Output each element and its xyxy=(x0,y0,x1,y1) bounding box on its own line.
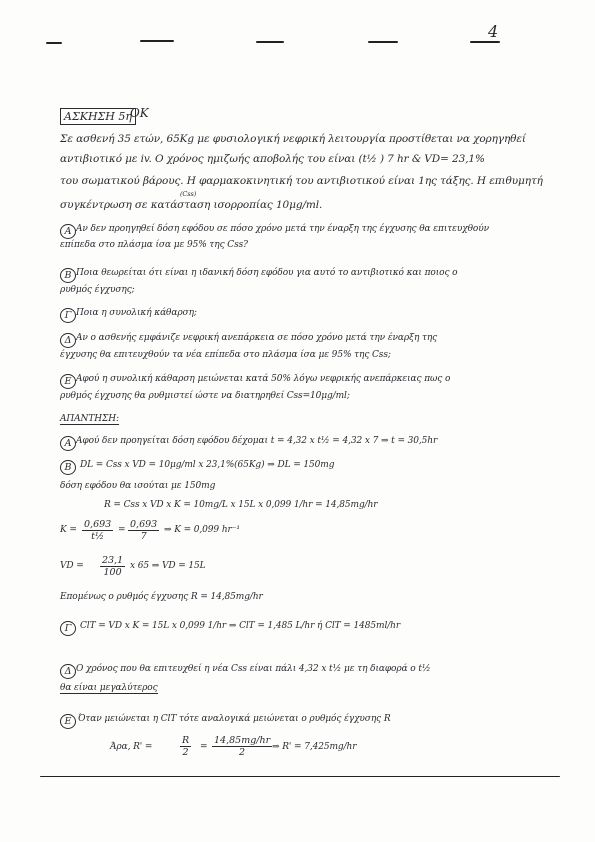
question-b-cont: ρυθμός έγχυσης; xyxy=(60,285,135,295)
answer-e-result: ⇒ R' = 7,425mg/hr xyxy=(272,742,357,752)
css-annotation: (Css) xyxy=(180,190,197,198)
k-numerator-1: 0,693 xyxy=(84,519,112,530)
answer-a: Αφού δεν προηγείται δόση εφόδου δέχομαι t = 4,32 x t½ = 4,32 x 7 ⇒ t = 30,5hr xyxy=(76,436,438,446)
answer-e: Όταν μειώνεται η ClT τότε αναλογικά μειώνεται ο ρυθμός έγχυσης R xyxy=(78,714,391,724)
answer-b-rate: R = Css x VD x K = 10mg/L x 15L x 0,099 1/hr = 14,85mg/hr xyxy=(104,500,378,510)
answer-a-marker: Α xyxy=(60,436,76,451)
question-a-cont: επίπεδα στο πλάσμα ίσα με 95% της Css? xyxy=(60,240,248,250)
top-dash xyxy=(46,42,62,44)
question-e: Αφού η συνολική κάθαρση μειώνεται κατά 50% λόγω νεφρικής ανεπάρκειας πως ο xyxy=(76,374,451,384)
answer-d-marker: Δ xyxy=(60,664,76,679)
answer-e-denominator-2: 2 xyxy=(239,747,246,758)
k-numerator-2: 0,693 xyxy=(130,519,158,530)
answer-e-numerator-2: 14,85mg/hr xyxy=(214,735,271,746)
question-b-marker: Β xyxy=(60,268,76,283)
top-dash xyxy=(470,41,500,43)
answer-c: ClT = VD x K = 15L x 0,099 1/hr ⇒ ClT = 1,485 L/hr ή ClT = 1485ml/hr xyxy=(80,621,401,631)
answer-e-lhs: Άρα, R' = xyxy=(110,742,153,752)
question-c-marker: Γ xyxy=(60,308,76,323)
k-fraction-2 xyxy=(128,519,159,542)
top-dash xyxy=(140,40,174,42)
answer-e-marker: Ε xyxy=(60,714,76,729)
answer-c-marker: Γ xyxy=(60,621,76,636)
k-fraction-1 xyxy=(82,519,113,542)
answer-b-note: δόση εφόδου θα ισούται με 150mg xyxy=(60,481,216,491)
vd-denominator: 100 xyxy=(103,567,122,578)
answer-e-equals: = xyxy=(200,742,208,752)
answer-d-cont: θα είναι μεγαλύτερος xyxy=(60,683,158,693)
problem-line-3: του σωματικού βάρους. Η φαρμακοκινητική του αντιβιοτικού είναι 1ης τάξης. Η επιθυμητή xyxy=(60,175,543,187)
k-denominator-2: 7 xyxy=(140,531,147,542)
question-c: Ποια η συνολική κάθαρση; xyxy=(76,308,197,318)
exercise-title: ΑΣΚΗΣΗ 5η xyxy=(60,108,136,125)
k-result: ⇒ K = 0,099 hr⁻¹ xyxy=(164,525,240,535)
answer-b-marker: Β xyxy=(60,460,76,475)
answer-e-numerator-1: R xyxy=(182,735,190,746)
problem-line-1: Σε ασθενή 35 ετών, 65Kg με φυσιολογική νεφρική λειτουργία προστίθεται να χορηγηθεί xyxy=(60,133,526,145)
k-denominator-1: t½ xyxy=(91,531,105,542)
question-b: Ποια θεωρείται ότι είναι η ιδανική δόση εφόδου για αυτό το αντιβιοτικό και ποιος ο xyxy=(76,268,458,278)
vd-lhs: VD = xyxy=(60,561,84,571)
answer-e-denominator-1: 2 xyxy=(182,747,189,758)
vd-fraction xyxy=(100,555,125,578)
answer-b-loading-dose: DL = Css x VD = 10μg/ml x 23,1%(65Kg) ⇒ DL = 150mg xyxy=(80,460,335,470)
k-equals: = xyxy=(118,525,126,535)
page-number: 4 xyxy=(488,22,499,41)
vd-result: x 65 ⇒ VD = 15L xyxy=(130,561,206,571)
rate-conclusion: Επομένως ο ρυθμός έγχυσης R = 14,85mg/hr xyxy=(60,592,263,602)
vd-numerator: 23,1 xyxy=(102,555,124,566)
question-d-marker: Δ xyxy=(60,333,76,348)
question-d-cont: έγχυσης θα επιτευχθούν τα νέα επίπεδα στο πλάσμα ίσα με 95% της Css; xyxy=(60,350,391,360)
answer-d: Ο χρόνος που θα επιτευχθεί η νέα Css είναι πάλι 4,32 x t½ με τη διαφορά ο t½ xyxy=(76,664,431,674)
question-e-marker: Ε xyxy=(60,374,76,389)
title-check-mark: ΟΚ xyxy=(130,106,149,120)
question-d: Αν ο ασθενής εμφάνιζε νεφρική ανεπάρκεια σε πόσο χρόνο μετά την έναρξη της xyxy=(76,333,438,343)
answer-e-fraction-1 xyxy=(180,735,191,758)
question-a: Αν δεν προηγηθεί δόση εφόδου σε πόσο χρόνο μετά την έναρξη της έγχυσης θα επιτευχθούν xyxy=(76,224,489,234)
question-e-cont: ρυθμός έγχυσης θα ρυθμιστεί ώστε να διατηρηθεί Css=10μg/ml; xyxy=(60,391,350,401)
k-lhs: K = xyxy=(60,525,77,535)
answer-e-fraction-2 xyxy=(212,735,272,758)
bottom-rule xyxy=(40,776,560,777)
answer-heading: ΑΠΑΝΤΗΣΗ: xyxy=(60,414,119,424)
problem-line-4: συγκέντρωση σε κατάσταση ισορροπίας 10μg/ml. xyxy=(60,199,323,211)
top-dash xyxy=(256,41,284,43)
problem-line-2: αντιβιοτικό με iv. Ο χρόνος ημιζωής αποβολής του είναι (t½ ) 7 hr & VD= 23,1% xyxy=(60,153,485,165)
top-dash xyxy=(368,41,398,43)
question-a-marker: Α xyxy=(60,224,76,239)
